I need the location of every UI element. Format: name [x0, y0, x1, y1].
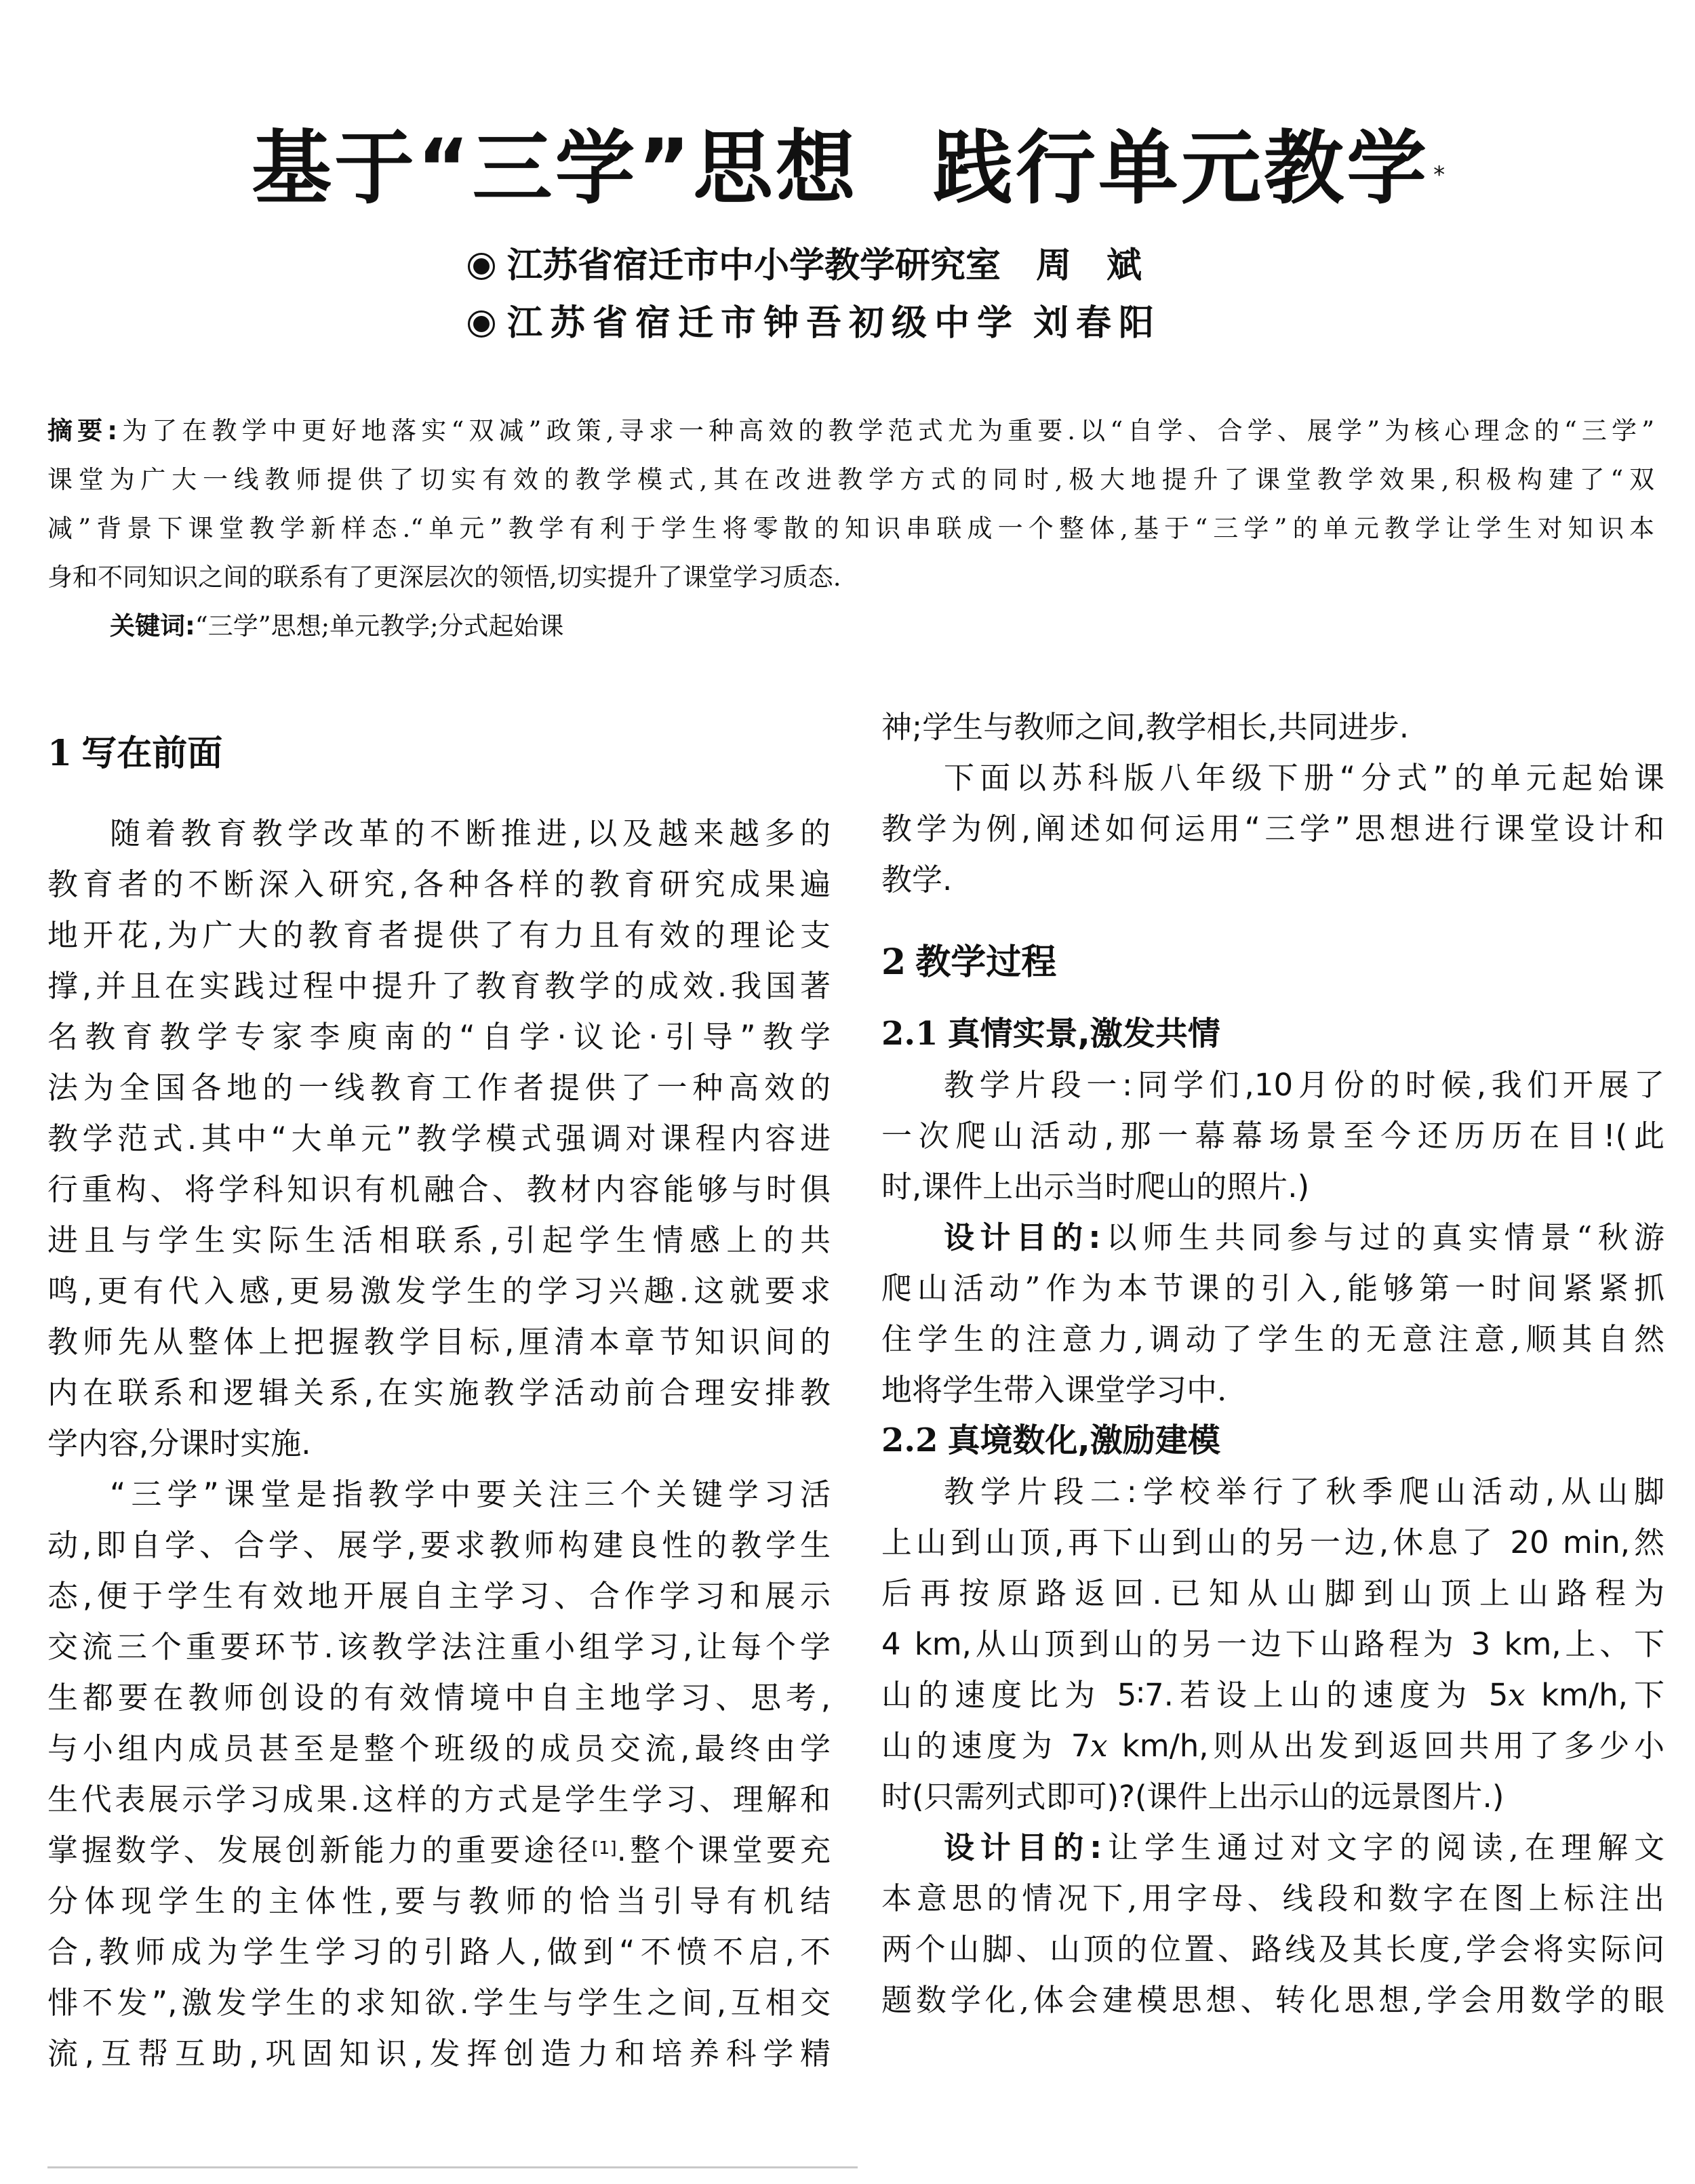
subsection-number: 2.1 [881, 1015, 938, 1053]
body-line: 合,教师成为学生学习的引路人,做到“不愤不启,不 [47, 1934, 831, 1970]
body-line: 时(只需列式即可)?(课件上出示山的远景图片.) [881, 1779, 1504, 1815]
body-line: 后再按原路返回.已知从山脚到山顶上山路程为 [881, 1575, 1664, 1611]
abstract-line [47, 407, 1654, 456]
author-affiliation: 江苏省宿迁市中小学教学研究室 [507, 245, 1001, 286]
abstract [47, 407, 1654, 602]
body-line: 住学生的注意力,调动了学生的无意注意,顺其自然 [881, 1321, 1664, 1357]
body-line: 悱不发”,激发学生的求知欲.学生与学生之间,互相交 [47, 1985, 831, 2021]
body-text: 以师生共同参与过的真实情景“秋游 [1100, 1219, 1665, 1255]
body-line: 法为全国各地的一线教育工作者提供了一种高效的 [47, 1070, 831, 1106]
body-line: 一次爬山活动,那一幕幕场景至今还历历在目!(此 [881, 1118, 1664, 1154]
body-line: 地将学生带入课堂学习中. [881, 1372, 1227, 1408]
right-column [881, 702, 1664, 2025]
body-line: 鸣,更有代入感,更易激发学生的学习兴趣.这就要求 [47, 1273, 831, 1309]
body-line: 进且与学生实际生活相联系,引起学生情感上的共 [47, 1222, 831, 1258]
body-line: 分体现学生的主体性,要与教师的恰当引导有机结 [47, 1883, 831, 1919]
citation-ref[interactable]: [1] [591, 1838, 617, 1859]
title-footnote-mark: * [1433, 161, 1448, 188]
section-heading-2 [881, 935, 1664, 990]
body-line: 教育者的不断深入研究,各种各样的教育研究成果遍 [47, 866, 831, 902]
title-part-2: 践行单元教学 [933, 121, 1430, 215]
body-line: 本意思的情况下,用字母、线段和数字在图上标注出 [881, 1880, 1664, 1916]
bullet-circle-icon [468, 310, 495, 338]
abstract-line: 身和不同知识之间的联系有了更深层次的领悟,切实提升了课堂学习质态. [47, 563, 841, 592]
body-text: .整个课堂要充 [616, 1832, 831, 1868]
body-text: 山的速度比为 5∶7.若设上山的速度为 [881, 1677, 1489, 1713]
math-coefficient: 5 [1488, 1677, 1509, 1713]
body-line: 动,即自学、合学、展学,要求教师构建良性的教学生 [47, 1527, 831, 1563]
subsection-heading-2-2 [881, 1415, 1664, 1466]
abstract-label: 摘要: [47, 416, 118, 445]
subsection-title: 真情实景,激发共情 [947, 1015, 1220, 1053]
subsection-title: 真境数化,激励建模 [947, 1421, 1220, 1459]
author-name: 刘春阳 [1033, 303, 1162, 344]
keywords [110, 602, 564, 651]
subsection-number: 2.2 [881, 1421, 938, 1459]
abstract-line: 课堂为广大一线教师提供了切实有效的教学模式,其在改进教学方式的同时,极大地提升了课堂教学效果,积极构建了“双 [47, 465, 1654, 494]
section-title: 教学过程 [915, 942, 1057, 983]
author-name: 周 斌 [1036, 245, 1142, 286]
body-line: 名教育教学专家李庾南的“自学·议论·引导”教学 [47, 1019, 831, 1055]
body-line: 神;学生与教师之间,教学相长,共同进步. [881, 709, 1410, 745]
body-line: 教师先从整体上把握教学目标,厘清本章节知识间的 [47, 1324, 831, 1360]
footnote-divider [47, 2166, 858, 2168]
body-line: 行重构、将学科知识有机融合、教材内容能够与时俱 [47, 1171, 831, 1207]
bullet-circle-icon [468, 253, 495, 280]
body-line: 两个山脚、山顶的位置、路线及其长度,学会将实际问 [881, 1931, 1664, 1967]
body-line: 教学为例,阐述如何运用“三学”思想进行课堂设计和 [881, 811, 1664, 847]
body-line: 地开花,为广大的教育者提供了有力且有效的理论支 [47, 917, 831, 953]
body-line: 教学片段二:学校举行了秋季爬山活动,从山脚 [944, 1474, 1664, 1510]
body-line: 教学片段一:同学们,10月份的时候,我们开展了 [944, 1067, 1664, 1103]
body-line: 学内容,分课时实施. [47, 1425, 311, 1461]
body-line: 随着教育教学改革的不断推进,以及越来越多的 [110, 815, 831, 851]
body-line [47, 1825, 831, 1876]
body-line: 题数学化,体会建模思想、转化思想,学会用数学的眼 [881, 1982, 1664, 2018]
math-coefficient: 7 [1071, 1728, 1091, 1764]
body-line: 流,互帮互助,巩固知识,发挥创造力和培养科学精 [47, 2036, 831, 2071]
body-line: 爬山活动”作为本节课的引入,能够第一时间紧紧抓 [881, 1270, 1664, 1306]
section-number: 2 [881, 942, 906, 983]
body-line: 时,课件上出示当时爬山的照片.) [881, 1169, 1310, 1205]
author-line-2 [468, 302, 1161, 345]
body-line [881, 1822, 1664, 1873]
body-line: 撑,并且在实践过程中提升了教育教学的成效.我国著 [47, 968, 831, 1004]
body-text: 让学生通过对文字的阅读,在理解文 [1102, 1829, 1664, 1865]
design-purpose-label: 设计目的: [944, 1829, 1102, 1865]
body-line [881, 1212, 1664, 1263]
section-title: 写在前面 [81, 733, 223, 774]
body-line: 生都要在教师创设的有效情境中自主地学习、思考, [47, 1680, 831, 1716]
math-variable: x [1090, 1728, 1108, 1764]
design-purpose-label: 设计目的: [944, 1219, 1101, 1255]
body-text: 山的速度为 [881, 1728, 1071, 1764]
section-number: 1 [47, 733, 73, 774]
author-affiliation: 江苏省宿迁市钟吾初级中学 [507, 303, 1020, 344]
body-text: km/h,下 [1525, 1677, 1664, 1713]
subsection-heading-2-1 [881, 1009, 1664, 1059]
body-text: km/h,则从出发到返回共用了多少小 [1107, 1728, 1665, 1764]
body-line: 与小组内成员甚至是整个班级的成员交流,最终由学 [47, 1731, 831, 1766]
body-line: 教学范式.其中“大单元”教学模式强调对课程内容进 [47, 1120, 831, 1156]
article-title [0, 121, 1695, 216]
body-line: “三学”课堂是指教学中要关注三个关键学习活 [110, 1476, 831, 1512]
body-line [881, 1720, 1664, 1771]
abstract-text: 为了在教学中更好地落实“双减”政策,寻求一种高效的教学范式尤为重要.以“自学、合学、展学”为核心理念的“三学” [117, 416, 1654, 445]
body-line [881, 1670, 1664, 1720]
keywords-text: “三学”思想;单元教学;分式起始课 [195, 611, 564, 641]
body-text: 掌握数学、发展创新能力的重要途径 [47, 1832, 592, 1868]
body-line: 交流三个重要环节.该教学法注重小组学习,让每个学 [47, 1629, 831, 1665]
abstract-line: 减”背景下课堂教学新样态.“单元”教学有利于学生将零散的知识串联成一个整体,基于“三学”的单元教学让学生对知识本 [47, 514, 1654, 543]
keywords-label: 关键词: [110, 611, 195, 641]
body-line: 内在联系和逻辑关系,在实施教学活动前合理安排教 [47, 1375, 831, 1411]
left-column [47, 727, 831, 2079]
math-variable: x [1508, 1677, 1526, 1713]
title-part-1: 基于“三学”思想 [251, 121, 859, 215]
body-line: 态,便于学生有效地开展自主学习、合作学习和展示 [47, 1578, 831, 1614]
author-line-1 [468, 244, 1142, 287]
body-line: 生代表展示学习成果.这样的方式是学生学习、理解和 [47, 1781, 831, 1817]
section-heading-1 [47, 727, 831, 781]
body-line: 4 km,从山顶到山的另一边下山路程为 3 km,上、下 [881, 1626, 1664, 1662]
body-line: 上山到山顶,再下山到山的另一边,休息了 20 min,然 [881, 1524, 1664, 1560]
body-line: 下面以苏科版八年级下册“分式”的单元起始课 [944, 760, 1664, 796]
body-line: 教学. [881, 862, 953, 897]
